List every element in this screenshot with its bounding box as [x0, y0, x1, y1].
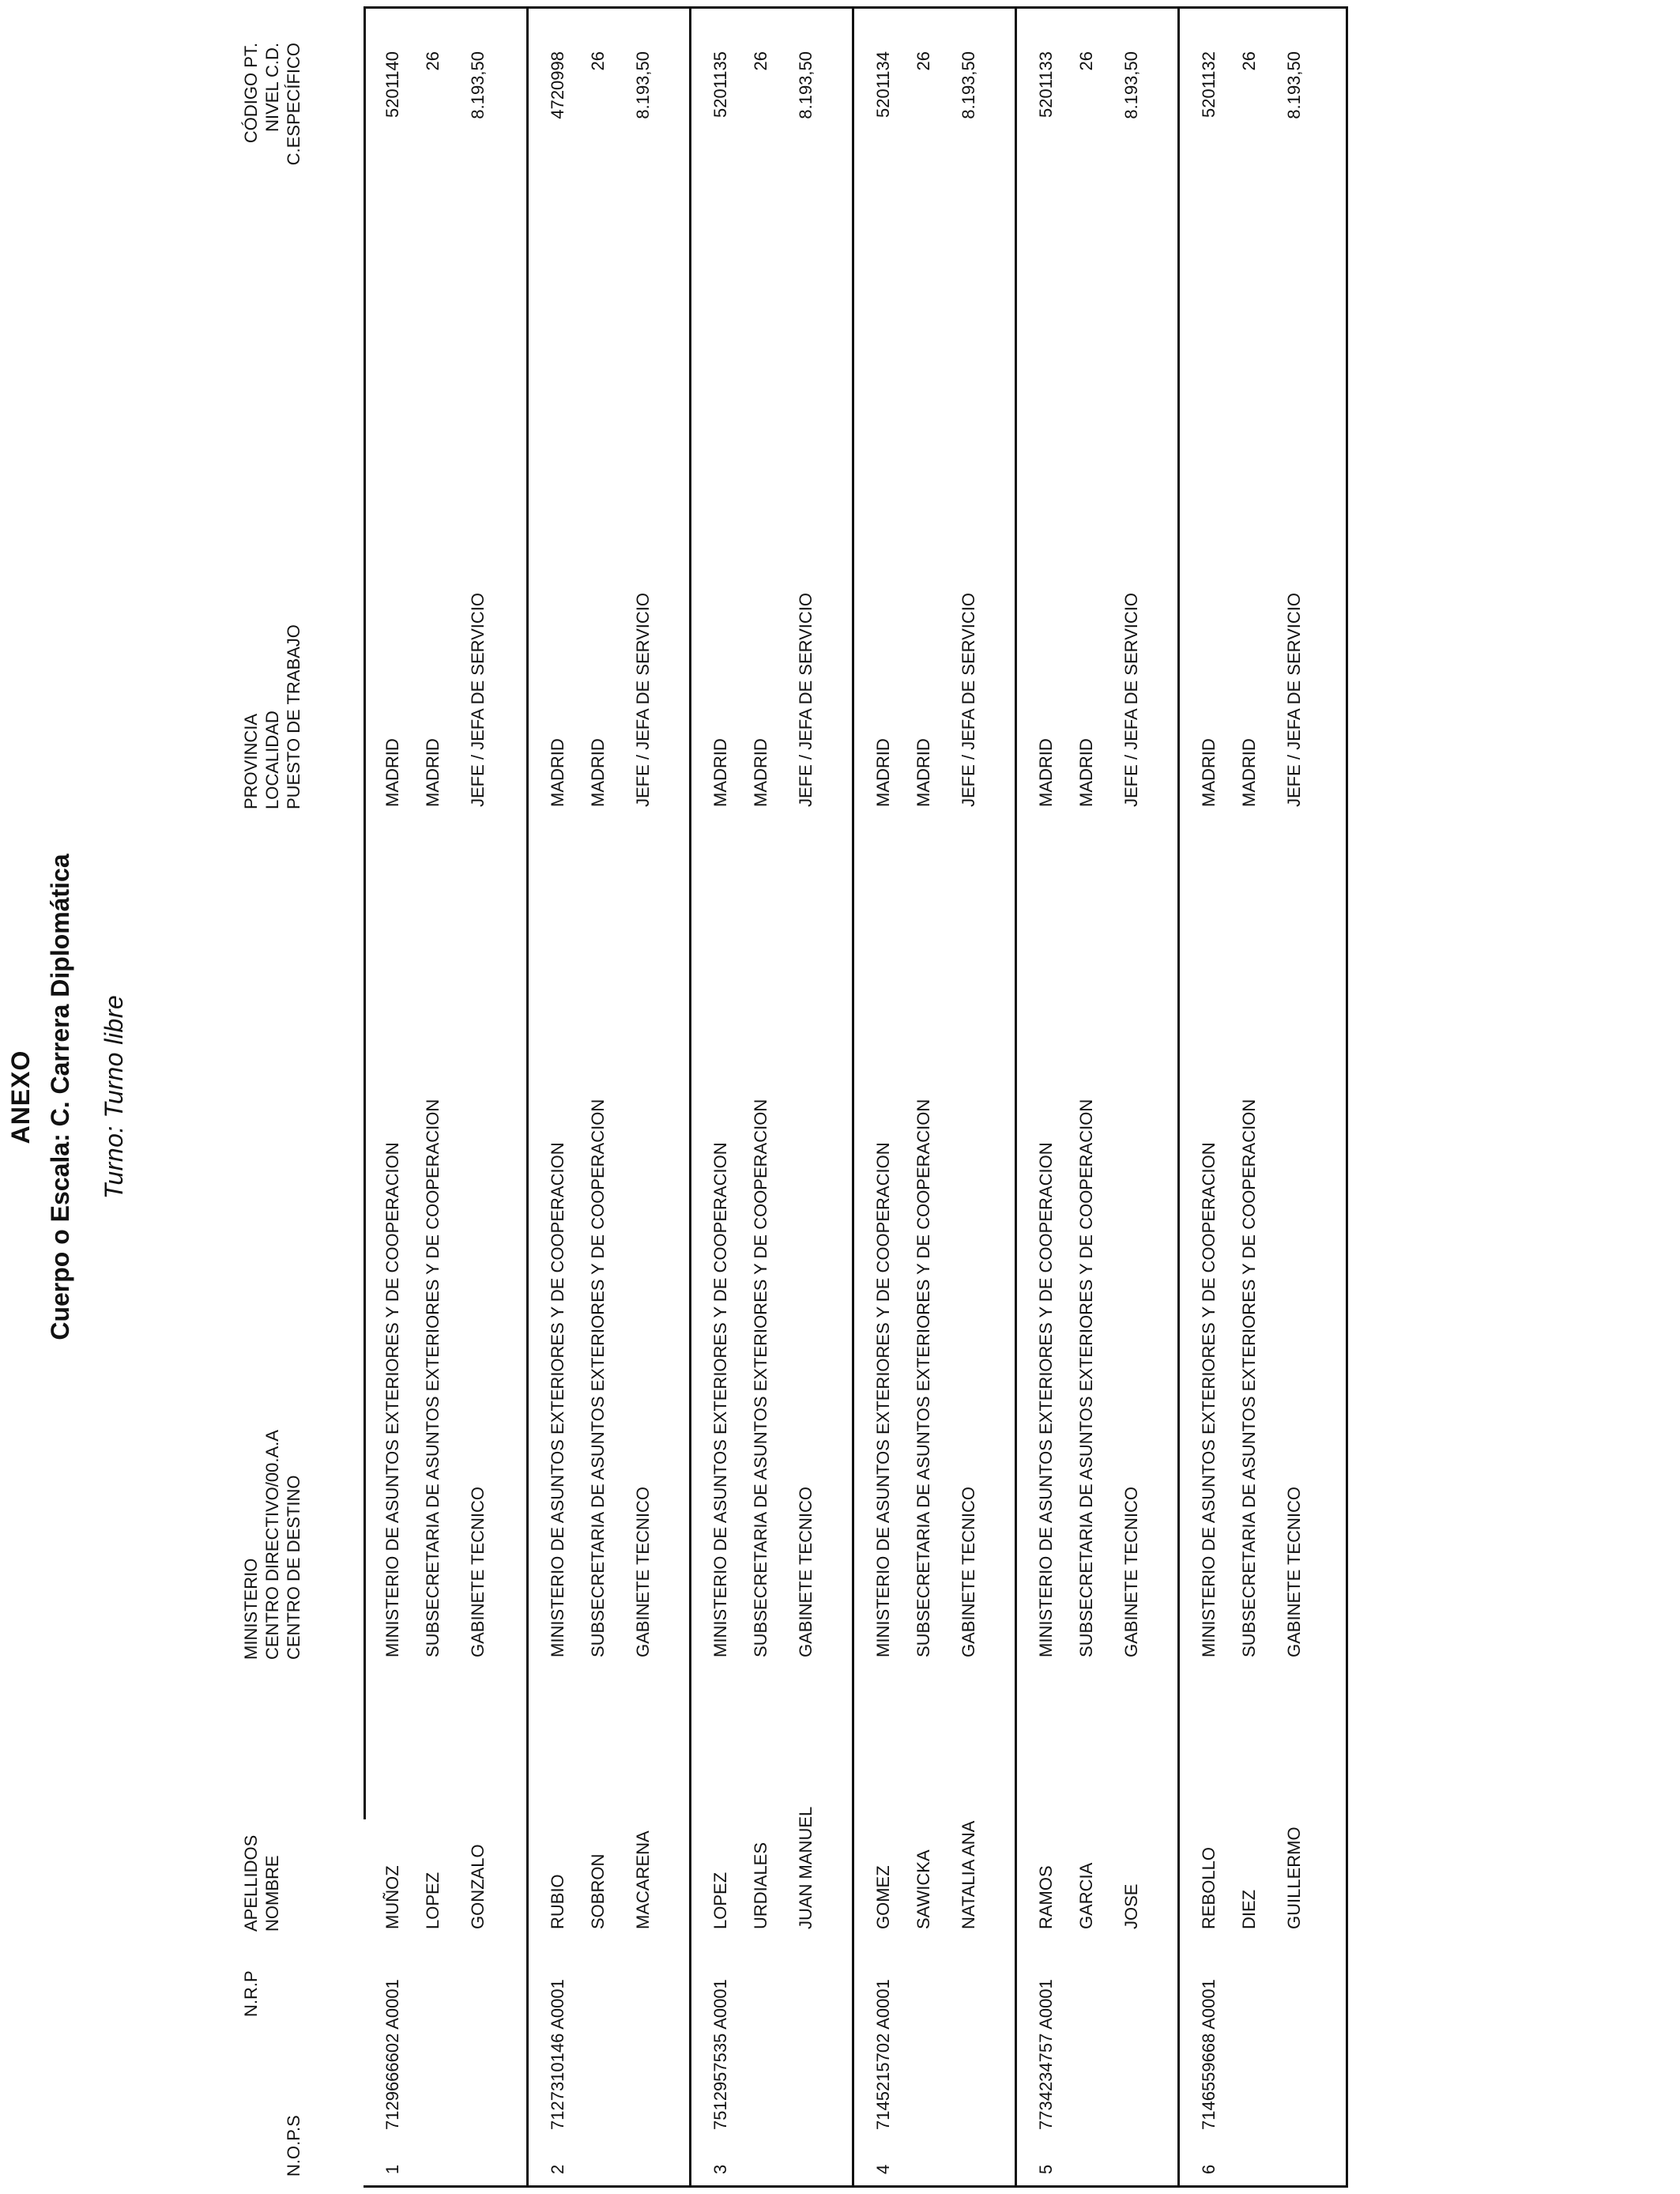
row-nrp: 7734234757 A0001: [1036, 1979, 1056, 2130]
table-row: [689, 9, 854, 2185]
header-nops-label: N.O.P.S: [284, 2115, 303, 2177]
row-codigo: 5201132: [1199, 51, 1219, 119]
row-provincia: MADRID: [548, 738, 567, 807]
row-nivel: 26: [1239, 51, 1259, 71]
row-centro-destino: GABINETE TECNICO: [1121, 1487, 1141, 1657]
row-nivel: 26: [588, 51, 608, 71]
row-especifico: 8.193,50: [633, 51, 653, 119]
header-nombre-label: NOMBRE: [262, 1855, 282, 1932]
row-codigo: 4720998: [548, 51, 567, 119]
row-apellido2: LOPEZ: [423, 1872, 443, 1929]
header-ministerio-label: MINISTERIO: [241, 1558, 261, 1660]
row-ministerio: MINISTERIO DE ASUNTOS EXTERIORES Y DE COOPERACION: [710, 1142, 730, 1657]
header-puesto-label: PUESTO DE TRABAJO: [284, 624, 303, 809]
row-apellido1: RUBIO: [548, 1874, 567, 1929]
document-subtitle: Cuerpo o Escala: C. Carrera Diplomática: [46, 854, 74, 1340]
row-nops: 4: [873, 2164, 893, 2174]
header-apellidos-label: APELLIDOS: [241, 1834, 261, 1932]
row-puesto: JEFE / JEFA DE SERVICIO: [1121, 592, 1141, 807]
row-localidad: MADRID: [1076, 738, 1096, 807]
row-apellido1: LOPEZ: [710, 1872, 730, 1929]
row-puesto: JEFE / JEFA DE SERVICIO: [959, 592, 978, 807]
row-nombre: GUILLERMO: [1284, 1826, 1304, 1929]
row-apellido1: REBOLLO: [1199, 1847, 1219, 1929]
row-puesto: JEFE / JEFA DE SERVICIO: [633, 592, 653, 807]
row-localidad: MADRID: [588, 738, 608, 807]
row-nrp: 7145215702 A0001: [873, 1979, 893, 2130]
row-provincia: MADRID: [1199, 738, 1219, 807]
header-nops: [283, 2115, 304, 2177]
row-centro-destino: GABINETE TECNICO: [468, 1487, 488, 1657]
table-row: [1015, 9, 1180, 2185]
row-nivel: 26: [1076, 51, 1096, 71]
row-ministerio: MINISTERIO DE ASUNTOS EXTERIORES Y DE COOPERACION: [1199, 1142, 1219, 1657]
row-apellido2: URDIALES: [751, 1842, 770, 1929]
row-apellido2: GARCIA: [1076, 1862, 1096, 1929]
row-centro-destino: GABINETE TECNICO: [633, 1487, 653, 1657]
row-centro-directivo: SUBSECRETARIA DE ASUNTOS EXTERIORES Y DE COOPERACION: [751, 1099, 770, 1657]
row-ministerio: MINISTERIO DE ASUNTOS EXTERIORES Y DE COOPERACION: [1036, 1142, 1056, 1657]
header-localidad-label: LOCALIDAD: [262, 711, 282, 809]
row-nombre: JOSE: [1121, 1883, 1141, 1929]
row-puesto: JEFE / JEFA DE SERVICIO: [796, 592, 816, 807]
row-localidad: MADRID: [423, 738, 443, 807]
row-apellido1: RAMOS: [1036, 1865, 1056, 1929]
document-title: ANEXO: [6, 1050, 35, 1144]
row-centro-directivo: SUBSECRETARIA DE ASUNTOS EXTERIORES Y DE COOPERACION: [1076, 1099, 1096, 1657]
row-nivel: 26: [423, 51, 443, 71]
row-apellido2: SAWICKA: [913, 1849, 933, 1929]
row-nrp: 7129666602 A0001: [382, 1979, 402, 2130]
row-provincia: MADRID: [873, 738, 893, 807]
row-localidad: MADRID: [751, 738, 770, 807]
row-centro-directivo: SUBSECRETARIA DE ASUNTOS EXTERIORES Y DE COOPERACION: [423, 1099, 443, 1657]
header-ministerio-centros: [240, 1430, 304, 1660]
row-especifico: 8.193,50: [468, 51, 488, 119]
header-apellidos-nombre: [240, 1835, 283, 1932]
row-nrp: 7146559668 A0001: [1199, 1979, 1219, 2130]
row-centro-destino: GABINETE TECNICO: [1284, 1487, 1304, 1657]
row-centro-directivo: SUBSECRETARIA DE ASUNTOS EXTERIORES Y DE COOPERACION: [1239, 1099, 1259, 1657]
header-especifico-label: C.ESPECÍFICO: [284, 43, 303, 166]
table-row: [526, 9, 691, 2185]
row-nops: 5: [1036, 2164, 1056, 2174]
row-apellido2: DIEZ: [1239, 1889, 1259, 1929]
row-nombre: GONZALO: [468, 1844, 488, 1929]
row-ministerio: MINISTERIO DE ASUNTOS EXTERIORES Y DE COOPERACION: [873, 1142, 893, 1657]
header-provincia-label: PROVINCIA: [241, 713, 261, 809]
row-nrp: 7127310146 A0001: [548, 1979, 567, 2130]
row-codigo: 5201140: [382, 51, 402, 119]
row-codigo: 5201133: [1036, 51, 1056, 119]
header-nrp-label: N.R.P: [241, 1970, 261, 2017]
row-nops: 6: [1199, 2164, 1219, 2174]
table-row: [852, 9, 1017, 2185]
header-centro-directivo-label: CENTRO DIRECTIVO/00.A.A: [262, 1430, 282, 1660]
row-codigo: 5201135: [710, 51, 730, 119]
row-especifico: 8.193,50: [959, 51, 978, 119]
row-apellido1: MUÑOZ: [382, 1865, 402, 1929]
row-ministerio: MINISTERIO DE ASUNTOS EXTERIORES Y DE COOPERACION: [548, 1142, 567, 1657]
row-especifico: 8.193,50: [1121, 51, 1141, 119]
row-centro-directivo: SUBSECRETARIA DE ASUNTOS EXTERIORES Y DE COOPERACION: [588, 1099, 608, 1657]
row-localidad: MADRID: [913, 738, 933, 807]
row-centro-destino: GABINETE TECNICO: [796, 1487, 816, 1657]
table-row: [1177, 9, 1343, 2185]
row-nrp: 7512957535 A0001: [710, 1979, 730, 2130]
row-nombre: NATALIA ANA: [959, 1820, 978, 1929]
row-provincia: MADRID: [382, 738, 402, 807]
row-codigo: 5201134: [873, 51, 893, 119]
row-nivel: 26: [913, 51, 933, 71]
header-codigo-label: CÓDIGO PT.: [241, 43, 261, 144]
row-apellido1: GOMEZ: [873, 1865, 893, 1929]
table-row: [363, 9, 526, 2185]
row-nops: 1: [382, 2164, 402, 2174]
row-especifico: 8.193,50: [1284, 51, 1304, 119]
row-nops: 2: [548, 2164, 567, 2174]
header-centro-destino-label: CENTRO DE DESTINO: [284, 1475, 303, 1660]
row-provincia: MADRID: [1036, 738, 1056, 807]
turno-label: Turno: Turno libre: [100, 994, 128, 1200]
row-nivel: 26: [751, 51, 770, 71]
row-apellido2: SOBRON: [588, 1853, 608, 1929]
row-nombre: JUAN MANUEL: [796, 1806, 816, 1929]
header-nrp: [240, 1970, 262, 2017]
row-nops: 3: [710, 2164, 730, 2174]
row-especifico: 8.193,50: [796, 51, 816, 119]
row-centro-directivo: SUBSECRETARIA DE ASUNTOS EXTERIORES Y DE COOPERACION: [913, 1099, 933, 1657]
row-puesto: JEFE / JEFA DE SERVICIO: [1284, 592, 1304, 807]
row-localidad: MADRID: [1239, 738, 1259, 807]
row-ministerio: MINISTERIO DE ASUNTOS EXTERIORES Y DE COOPERACION: [382, 1142, 402, 1657]
row-nombre: MACARENA: [633, 1830, 653, 1929]
header-provincia-localidad-puesto: [240, 624, 304, 809]
header-codigo-nivel-especifico: [240, 43, 304, 165]
resolution-table: [363, 6, 1348, 2188]
row-puesto: JEFE / JEFA DE SERVICIO: [468, 592, 488, 807]
header-nivel-label: NIVEL C.D.: [262, 43, 282, 132]
row-provincia: MADRID: [710, 738, 730, 807]
row-centro-destino: GABINETE TECNICO: [959, 1487, 978, 1657]
